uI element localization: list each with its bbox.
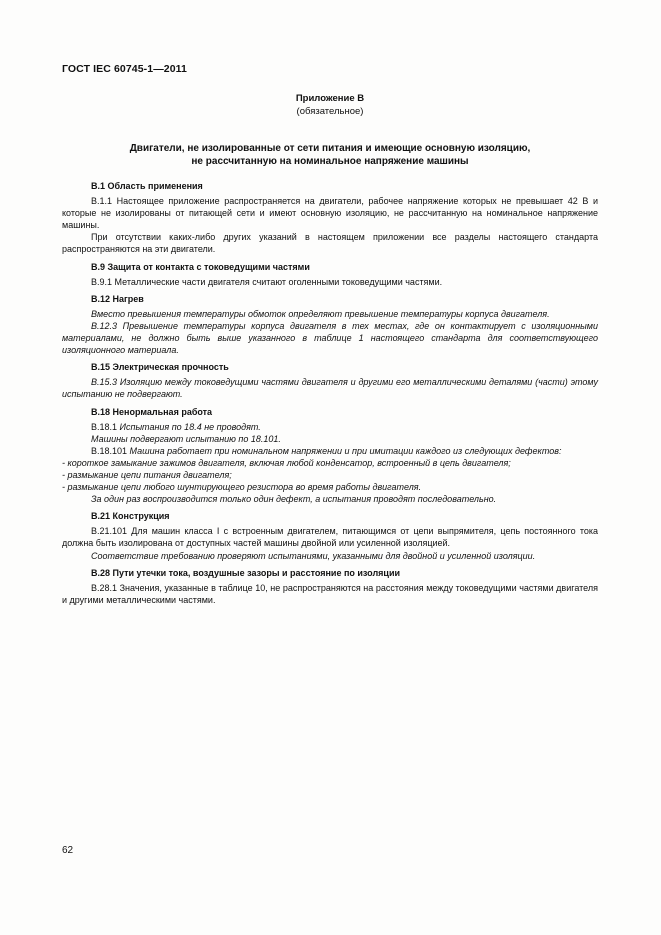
paragraph [62, 421, 598, 433]
clause-number: В.18.101 [91, 445, 128, 456]
section-heading: В.1 Область применения [91, 181, 203, 191]
main-title [62, 142, 598, 168]
list-item: - короткое замыкание зажимов двигателя, включая любой конденсатор, встроенный в цепь двигателя; [62, 457, 511, 468]
paragraph: В.15.3 Изоляцию между токоведущими частями двигателя и другими его металлическими деталями (части) этому испытанию не подвергают. [62, 377, 598, 400]
page-number: 62 [62, 845, 74, 856]
section-b21 [62, 510, 598, 561]
section-heading: В.15 Электрическая прочность [91, 362, 229, 373]
section-heading: В.9 Защита от контакта с токоведущими частями [91, 261, 310, 272]
section-b15 [62, 361, 598, 400]
section-b12 [62, 293, 598, 356]
paragraph: В.9.1 Металлические части двигателя считают оголенными токоведущими частями. [91, 276, 443, 287]
section-heading: В.12 Нагрев [91, 293, 144, 304]
section-b28 [62, 567, 598, 606]
paragraph: В.21.101 Для машин класса I с встроенным двигателем, питающимся от цепи выпрямителя, цепь постоянного тока должна быть изолирована от доступных частей машины двойной или усиленной изоляцией. [62, 526, 598, 549]
document-header: ГОСТ IEC 60745-1—2011 [62, 63, 187, 75]
clause-text: Испытания по 18.4 не проводят. [119, 421, 261, 432]
paragraph [62, 445, 598, 457]
paragraph: Соответствие требованию проверяют испытаниями, указанными для двойной и усиленной изоляции. [91, 550, 536, 561]
appendix-heading [200, 92, 460, 118]
section-b9 [62, 261, 598, 288]
section-b1 [62, 180, 598, 256]
clause-number: В.18.1 [91, 421, 118, 432]
paragraph: В.28.1 Значения, указанные в таблице 10, не распространяются на расстояния между токоведущими частями двигателя и другими металлическими частями. [62, 582, 598, 605]
paragraph: За один раз воспроизводится только один дефект, а испытания проводят последовательно. [91, 494, 497, 505]
paragraph: В.12.3 Превышение температуры корпуса двигателя в тех местах, где он контактирует с изоляционными материалами, не должно быть выше указанного в таблице 1 настоящего стандарта для соответствующего изоляционного материала. [62, 320, 598, 356]
list-item: - размыкание цепи питания двигателя; [62, 469, 232, 480]
main-title-line-1: Двигатели, не изолированные от сети питания и имеющие основную изоляцию, [129, 143, 531, 154]
paragraph: При отсутствии каких-либо других указаний в настоящем приложении все разделы настоящего стандарта распространяются на эти двигатели. [62, 232, 598, 255]
section-heading: В.21 Конструкция [91, 511, 170, 522]
paragraph: Вместо превышения температуры обмоток определяют превышение температуры корпуса двигателя. [91, 308, 550, 319]
section-heading: В.18 Ненормальная работа [91, 406, 213, 417]
paragraph: В.1.1 Настоящее приложение распространяется на двигатели, рабочее напряжение которых не превышает 42 В и которые не изолированы от питающей сети и имеют основную изоляцию, не рассчитанную на номинальное напряжение машины. [62, 196, 598, 231]
appendix-title: Приложение В [295, 93, 365, 104]
main-title-line-2: не рассчитанную на номинальное напряжение машины [191, 156, 469, 167]
list-item: - размыкание цепи любого шунтирующего резистора во время работы двигателя. [62, 482, 422, 493]
section-b18 [62, 406, 598, 506]
appendix-status: (обязательное) [296, 106, 364, 117]
clause-text: Машина работает при номинальном напряжении и при имитации каждого из следующих дефектов: [129, 445, 562, 456]
paragraph: Машины подвергают испытанию по 18.101. [91, 433, 281, 444]
section-heading: В.28 Пути утечки тока, воздушные зазоры и расстояние по изоляции [91, 567, 401, 578]
document-body [62, 180, 598, 611]
